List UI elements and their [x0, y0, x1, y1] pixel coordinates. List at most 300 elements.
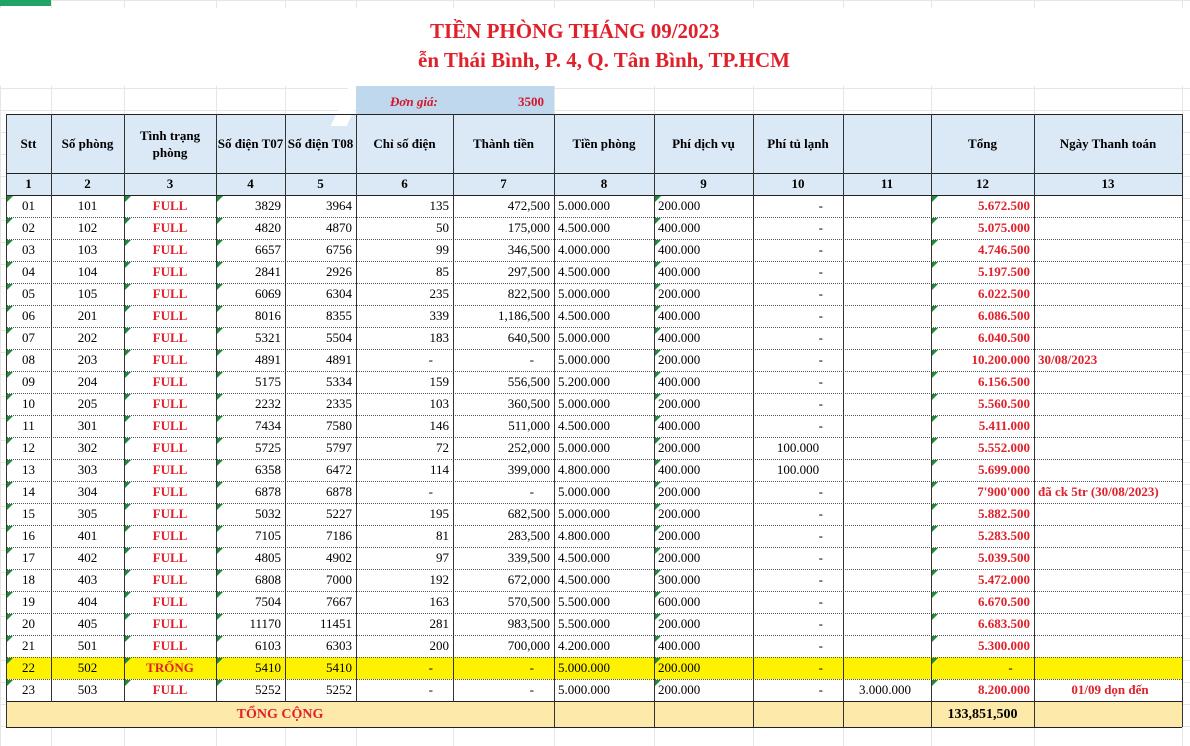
cell-meter-t08[interactable]: 5227 [326, 506, 352, 521]
cell-service-fee[interactable]: 200.000 [658, 616, 701, 631]
cell-meter-t07[interactable]: 5032 [255, 506, 281, 521]
cell-service-fee[interactable]: 400.000 [658, 242, 701, 257]
column-header-7[interactable]: Thành tiền [472, 136, 535, 151]
column-number-1[interactable]: 1 [25, 176, 32, 191]
cell-meter-t07[interactable]: 3829 [255, 198, 281, 213]
cell-meter-t07[interactable]: 6069 [255, 286, 281, 301]
cell-kwh[interactable]: 85 [436, 264, 449, 279]
cell-kwh[interactable]: - [428, 352, 433, 367]
cell-service-fee[interactable]: 200.000 [658, 550, 701, 565]
cell-fridge-fee[interactable]: - [818, 308, 823, 323]
column-number-10[interactable]: 10 [791, 176, 805, 191]
cell-total[interactable]: 8.200.000 [978, 682, 1030, 697]
cell-status[interactable]: FULL [152, 682, 188, 697]
cell-status[interactable]: FULL [152, 616, 188, 631]
cell-rent[interactable]: 4.500.000 [558, 550, 610, 565]
cell-stt[interactable]: 20 [22, 616, 35, 631]
cell-room[interactable]: 404 [77, 594, 98, 609]
cell-kwh[interactable]: 163 [429, 594, 449, 609]
cell-fridge-fee[interactable]: - [818, 242, 823, 257]
cell-extra[interactable] [843, 330, 931, 349]
cell-rent[interactable]: 4.000.000 [558, 242, 610, 257]
cell-fridge-fee[interactable]: - [818, 220, 823, 235]
cell-meter-t08[interactable]: 5334 [326, 374, 352, 389]
cell-payment-date[interactable]: đã ck 5tr (30/08/2023) [1038, 484, 1159, 499]
cell-room[interactable]: 101 [77, 198, 98, 213]
cell-service-fee[interactable]: 400.000 [658, 638, 701, 653]
cell-status[interactable]: FULL [152, 330, 188, 345]
cell-payment-date[interactable] [1034, 308, 1182, 327]
cell-electric-cost[interactable]: 175,000 [507, 220, 550, 235]
cell-kwh[interactable]: 99 [436, 242, 449, 257]
cell-electric-cost[interactable]: 297,500 [507, 264, 550, 279]
cell-service-fee[interactable]: 200.000 [658, 660, 701, 675]
cell-electric-cost[interactable]: 983,500 [507, 616, 550, 631]
cell-room[interactable]: 302 [77, 440, 98, 455]
cell-meter-t07[interactable]: 6657 [255, 242, 281, 257]
column-number-7[interactable]: 7 [500, 176, 507, 191]
cell-room[interactable]: 203 [77, 352, 98, 367]
cell-stt[interactable]: 22 [22, 660, 35, 675]
cell-payment-date[interactable] [1034, 616, 1182, 635]
cell-service-fee[interactable]: 400.000 [658, 374, 701, 389]
column-header-1[interactable]: Stt [20, 136, 37, 151]
cell-kwh[interactable]: 81 [436, 528, 449, 543]
cell-payment-date[interactable] [1034, 286, 1182, 305]
cell-extra[interactable] [843, 242, 931, 261]
cell-meter-t07[interactable]: 2841 [255, 264, 281, 279]
cell-fridge-fee[interactable]: - [818, 264, 823, 279]
cell-total[interactable]: 6.670.500 [978, 594, 1030, 609]
cell-extra[interactable] [843, 308, 931, 327]
cell-fridge-fee[interactable]: - [818, 506, 823, 521]
cell-fridge-fee[interactable]: - [818, 594, 823, 609]
cell-status[interactable]: FULL [152, 198, 188, 213]
selected-cell-marker[interactable] [0, 0, 51, 6]
cell-extra[interactable] [843, 572, 931, 591]
cell-rent[interactable]: 5.500.000 [558, 616, 610, 631]
cell-electric-cost[interactable]: - [529, 660, 534, 675]
cell-fridge-fee[interactable]: - [818, 484, 823, 499]
cell-payment-date[interactable] [1034, 550, 1182, 569]
cell-service-fee[interactable]: 300.000 [658, 572, 701, 587]
cell-rent[interactable]: 4.200.000 [558, 638, 610, 653]
cell-rent[interactable]: 5.000.000 [558, 506, 610, 521]
column-header-12[interactable]: Tổng [968, 136, 997, 151]
cell-meter-t07[interactable]: 8016 [255, 308, 281, 323]
cell-total[interactable]: 5.672.500 [978, 198, 1030, 213]
cell-service-fee[interactable]: 400.000 [658, 462, 701, 477]
cell-electric-cost[interactable]: 1,186,500 [498, 308, 550, 323]
cell-kwh[interactable]: 146 [429, 418, 449, 433]
cell-status[interactable]: FULL [152, 462, 188, 477]
cell-service-fee[interactable]: 400.000 [658, 220, 701, 235]
cell-meter-t08[interactable]: 6304 [326, 286, 352, 301]
column-number-5[interactable]: 5 [317, 176, 324, 191]
cell-electric-cost[interactable]: 346,500 [507, 242, 550, 257]
cell-total[interactable]: 10.200.000 [971, 352, 1030, 367]
column-header-5[interactable]: Số điện T08 [287, 136, 354, 151]
column-number-2[interactable]: 2 [84, 176, 91, 191]
cell-status[interactable]: FULL [152, 638, 188, 653]
cell-meter-t07[interactable]: 6808 [255, 572, 281, 587]
cell-extra[interactable] [843, 286, 931, 305]
cell-total[interactable]: 6.022.500 [978, 286, 1030, 301]
cell-stt[interactable]: 17 [22, 550, 35, 565]
cell-meter-t08[interactable]: 3964 [326, 198, 352, 213]
cell-room[interactable]: 104 [77, 264, 98, 279]
cell-fridge-fee[interactable]: - [818, 660, 823, 675]
cell-status[interactable]: FULL [152, 396, 188, 411]
cell-payment-date[interactable] [1034, 330, 1182, 349]
cell-meter-t08[interactable]: 7667 [326, 594, 352, 609]
cell-kwh[interactable]: - [428, 660, 433, 675]
cell-extra[interactable] [843, 220, 931, 239]
cell-rent[interactable]: 4.800.000 [558, 462, 610, 477]
cell-service-fee[interactable]: 400.000 [658, 330, 701, 345]
cell-rent[interactable]: 5.000.000 [558, 352, 610, 367]
column-header-2[interactable]: Số phòng [61, 136, 114, 151]
cell-payment-date[interactable]: 01/09 dọn đến [1071, 682, 1149, 697]
cell-kwh[interactable]: 159 [429, 374, 449, 389]
column-header-8[interactable]: Tiền phòng [572, 136, 636, 151]
column-number-11[interactable]: 11 [880, 176, 894, 191]
cell-meter-t07[interactable]: 5410 [255, 660, 281, 675]
cell-stt[interactable]: 06 [22, 308, 35, 323]
cell-rent[interactable]: 5.000.000 [558, 198, 610, 213]
cell-electric-cost[interactable]: 339,500 [507, 550, 550, 565]
cell-electric-cost[interactable]: - [529, 484, 534, 499]
cell-electric-cost[interactable]: 570,500 [507, 594, 550, 609]
cell-stt[interactable]: 02 [22, 220, 35, 235]
cell-kwh[interactable]: 192 [429, 572, 449, 587]
cell-status[interactable]: FULL [152, 440, 188, 455]
cell-meter-t07[interactable]: 7504 [255, 594, 281, 609]
cell-electric-cost[interactable]: 640,500 [507, 330, 550, 345]
cell-meter-t07[interactable]: 5252 [255, 682, 281, 697]
cell-total[interactable]: 5.300.000 [978, 638, 1030, 653]
cell-total[interactable]: 5.882.500 [978, 506, 1030, 521]
cell-payment-date[interactable] [1034, 242, 1182, 261]
cell-fridge-fee[interactable]: - [818, 286, 823, 301]
cell-room[interactable]: 205 [77, 396, 98, 411]
cell-fridge-fee[interactable]: - [818, 528, 823, 543]
cell-meter-t08[interactable]: 7580 [326, 418, 352, 433]
column-number-4[interactable]: 4 [247, 176, 254, 191]
cell-total[interactable]: 5.197.500 [978, 264, 1030, 279]
cell-stt[interactable]: 21 [22, 638, 35, 653]
cell-stt[interactable]: 13 [22, 462, 35, 477]
cell-room[interactable]: 304 [77, 484, 98, 499]
cell-extra[interactable] [843, 660, 931, 679]
cell-service-fee[interactable]: 200.000 [658, 286, 701, 301]
column-number-9[interactable]: 9 [700, 176, 707, 191]
cell-service-fee[interactable]: 400.000 [658, 308, 701, 323]
column-header-6[interactable]: Chỉ số điện [373, 136, 436, 151]
cell-stt[interactable]: 10 [22, 396, 35, 411]
cell-total[interactable]: 6.683.500 [978, 616, 1030, 631]
cell-room[interactable]: 405 [77, 616, 98, 631]
cell-meter-t08[interactable]: 6303 [326, 638, 352, 653]
cell-total[interactable]: 6.040.500 [978, 330, 1030, 345]
cell-fridge-fee[interactable]: - [818, 638, 823, 653]
cell-meter-t08[interactable]: 5252 [326, 682, 352, 697]
column-number-6[interactable]: 6 [401, 176, 408, 191]
cell-meter-t08[interactable]: 6472 [326, 462, 352, 477]
cell-status[interactable]: FULL [152, 594, 188, 609]
cell-kwh[interactable]: 50 [436, 220, 449, 235]
cell-room[interactable]: 401 [77, 528, 98, 543]
cell-rent[interactable]: 4.500.000 [558, 418, 610, 433]
cell-total[interactable]: - [1008, 660, 1013, 675]
total-label[interactable]: TỔNG CỘNG [236, 707, 324, 722]
cell-total[interactable]: 4.746.500 [978, 242, 1030, 257]
cell-status[interactable]: FULL [152, 220, 188, 235]
cell-rent[interactable]: 5.000.000 [558, 682, 610, 697]
cell-room[interactable]: 502 [77, 660, 98, 675]
cell-meter-t07[interactable]: 6878 [255, 484, 281, 499]
cell-kwh[interactable]: 72 [436, 440, 449, 455]
cell-meter-t08[interactable]: 5410 [326, 660, 352, 675]
cell-rent[interactable]: 4.800.000 [558, 528, 610, 543]
column-header-9[interactable]: Phí dịch vụ [672, 136, 735, 151]
cell-electric-cost[interactable]: - [529, 352, 534, 367]
cell-meter-t07[interactable]: 7105 [255, 528, 281, 543]
cell-status[interactable]: FULL [152, 484, 188, 499]
cell-service-fee[interactable]: 200.000 [658, 440, 701, 455]
cell-electric-cost[interactable]: 556,500 [507, 374, 550, 389]
cell-meter-t07[interactable]: 5175 [255, 374, 281, 389]
cell-payment-date[interactable] [1034, 528, 1182, 547]
cell-stt[interactable]: 12 [22, 440, 35, 455]
cell-kwh[interactable]: 235 [429, 286, 449, 301]
cell-total[interactable]: 5.552.000 [978, 440, 1030, 455]
cell-kwh[interactable]: 195 [429, 506, 449, 521]
cell-extra[interactable]: 3.000.000 [859, 682, 911, 697]
cell-extra[interactable] [843, 594, 931, 613]
cell-service-fee[interactable]: 200.000 [658, 682, 701, 697]
cell-rent[interactable]: 5.000.000 [558, 330, 610, 345]
cell-fridge-fee[interactable]: 100.000 [776, 440, 820, 455]
cell-electric-cost[interactable]: 283,500 [507, 528, 550, 543]
cell-payment-date[interactable] [1034, 418, 1182, 437]
cell-electric-cost[interactable]: 472,500 [507, 198, 550, 213]
cell-room[interactable]: 102 [77, 220, 98, 235]
column-number-12[interactable]: 12 [976, 176, 989, 191]
cell-extra[interactable] [843, 396, 931, 415]
cell-electric-cost[interactable]: 399,000 [507, 462, 550, 477]
cell-electric-cost[interactable]: 672,000 [507, 572, 550, 587]
cell-extra[interactable] [843, 198, 931, 217]
cell-meter-t08[interactable]: 6878 [326, 484, 352, 499]
cell-stt[interactable]: 11 [22, 418, 35, 433]
cell-total[interactable]: 5.039.500 [978, 550, 1030, 565]
cell-rent[interactable]: 4.500.000 [558, 220, 610, 235]
cell-extra[interactable] [843, 528, 931, 547]
cell-rent[interactable]: 4.500.000 [558, 264, 610, 279]
cell-extra[interactable] [843, 418, 931, 437]
cell-meter-t08[interactable]: 2335 [326, 396, 352, 411]
cell-meter-t08[interactable]: 5504 [326, 330, 352, 345]
cell-meter-t07[interactable]: 11170 [249, 616, 281, 631]
cell-electric-cost[interactable]: 700,000 [507, 638, 550, 653]
cell-stt[interactable]: 23 [22, 682, 35, 697]
cell-meter-t07[interactable]: 4891 [255, 352, 281, 367]
cell-service-fee[interactable]: 200.000 [658, 484, 701, 499]
column-number-8[interactable]: 8 [600, 176, 608, 191]
cell-status[interactable]: FULL [152, 418, 188, 433]
cell-meter-t07[interactable]: 4805 [255, 550, 281, 565]
cell-meter-t08[interactable]: 2926 [326, 264, 352, 279]
cell-kwh[interactable]: 114 [429, 462, 449, 477]
cell-room[interactable]: 503 [77, 682, 98, 697]
cell-payment-date[interactable] [1034, 264, 1182, 283]
cell-stt[interactable]: 09 [22, 374, 35, 389]
cell-room[interactable]: 403 [77, 572, 98, 587]
cell-meter-t08[interactable]: 5797 [326, 440, 352, 455]
cell-meter-t08[interactable]: 4870 [326, 220, 352, 235]
cell-room[interactable]: 103 [77, 242, 98, 257]
cell-fridge-fee[interactable]: - [818, 352, 823, 367]
cell-stt[interactable]: 15 [22, 506, 35, 521]
cell-payment-date[interactable] [1034, 462, 1182, 481]
cell-status[interactable]: FULL [152, 352, 188, 367]
cell-total[interactable]: 6.156.500 [978, 374, 1030, 389]
cell-electric-cost[interactable]: 511,000 [508, 418, 550, 433]
cell-service-fee[interactable]: 200.000 [658, 506, 701, 521]
cell-status[interactable]: FULL [152, 308, 188, 323]
cell-meter-t08[interactable]: 7000 [326, 572, 352, 587]
cell-rent[interactable]: 4.500.000 [558, 308, 610, 323]
cell-room[interactable]: 501 [77, 638, 98, 653]
cell-payment-date[interactable] [1034, 660, 1182, 679]
cell-service-fee[interactable]: 200.000 [658, 396, 701, 411]
cell-kwh[interactable]: 103 [429, 396, 449, 411]
cell-kwh[interactable]: 135 [429, 198, 449, 213]
cell-meter-t07[interactable]: 5725 [255, 440, 281, 455]
cell-meter-t07[interactable]: 6103 [255, 638, 281, 653]
cell-status[interactable]: FULL [152, 506, 188, 521]
column-header-10[interactable]: Phí tủ lạnh [767, 136, 829, 151]
cell-rent[interactable]: 5.000.000 [558, 484, 610, 499]
cell-meter-t08[interactable]: 4902 [326, 550, 352, 565]
cell-fridge-fee[interactable]: - [818, 572, 823, 587]
cell-service-fee[interactable]: 400.000 [658, 264, 701, 279]
cell-extra[interactable] [843, 484, 931, 503]
column-header-13[interactable]: Ngày Thanh toán [1059, 136, 1157, 151]
cell-fridge-fee[interactable]: - [818, 396, 823, 411]
cell-stt[interactable]: 16 [22, 528, 35, 543]
column-number-3[interactable]: 3 [166, 176, 174, 191]
cell-fridge-fee[interactable]: - [818, 198, 823, 213]
cell-fridge-fee[interactable]: 100.000 [776, 462, 820, 477]
cell-status[interactable]: FULL [152, 286, 188, 301]
cell-extra[interactable] [843, 550, 931, 569]
cell-status[interactable]: TRỐNG [146, 660, 194, 675]
cell-payment-date[interactable] [1034, 638, 1182, 657]
cell-stt[interactable]: 01 [22, 198, 35, 213]
cell-status[interactable]: FULL [152, 264, 188, 279]
cell-room[interactable]: 301 [77, 418, 98, 433]
cell-status[interactable]: FULL [152, 374, 188, 389]
cell-extra[interactable] [843, 638, 931, 657]
cell-meter-t07[interactable]: 7434 [255, 418, 281, 433]
cell-total[interactable]: 5.283.500 [978, 528, 1030, 543]
cell-rent[interactable]: 5.500.000 [558, 594, 610, 609]
cell-kwh[interactable]: - [428, 484, 433, 499]
cell-kwh[interactable]: 183 [429, 330, 449, 345]
cell-payment-date[interactable] [1034, 440, 1182, 459]
cell-rent[interactable]: 5.200.000 [558, 374, 610, 389]
cell-status[interactable]: FULL [152, 242, 188, 257]
cell-room[interactable]: 105 [77, 286, 98, 301]
cell-service-fee[interactable]: 200.000 [658, 352, 701, 367]
cell-room[interactable]: 201 [77, 308, 98, 323]
cell-rent[interactable]: 5.000.000 [558, 286, 610, 301]
cell-total[interactable]: 6.086.500 [978, 308, 1030, 323]
cell-payment-date[interactable] [1034, 506, 1182, 525]
cell-stt[interactable]: 04 [22, 264, 35, 279]
cell-meter-t07[interactable]: 2232 [255, 396, 281, 411]
cell-payment-date[interactable] [1034, 374, 1182, 393]
cell-stt[interactable]: 05 [22, 286, 35, 301]
cell-rent[interactable]: 5.000.000 [558, 660, 610, 675]
cell-electric-cost[interactable]: 822,500 [507, 286, 550, 301]
cell-total[interactable]: 5.075.000 [978, 220, 1030, 235]
cell-payment-date[interactable] [1034, 572, 1182, 591]
total-value[interactable]: 133,851,500 [947, 707, 1018, 722]
cell-electric-cost[interactable]: - [529, 682, 534, 697]
cell-meter-t08[interactable]: 7186 [326, 528, 352, 543]
cell-total[interactable]: 5.560.500 [978, 396, 1030, 411]
cell-status[interactable]: FULL [152, 572, 188, 587]
cell-meter-t08[interactable]: 6756 [326, 242, 352, 257]
cell-fridge-fee[interactable]: - [818, 330, 823, 345]
cell-payment-date[interactable] [1034, 594, 1182, 613]
column-number-13[interactable]: 13 [1101, 176, 1115, 191]
cell-room[interactable]: 402 [77, 550, 98, 565]
cell-stt[interactable]: 03 [22, 242, 35, 257]
cell-stt[interactable]: 07 [22, 330, 35, 345]
cell-electric-cost[interactable]: 682,500 [507, 506, 550, 521]
cell-rent[interactable]: 5.000.000 [558, 396, 610, 411]
cell-extra[interactable] [843, 374, 931, 393]
cell-kwh[interactable]: - [428, 682, 433, 697]
cell-payment-date[interactable] [1034, 396, 1182, 415]
cell-fridge-fee[interactable]: - [818, 418, 823, 433]
cell-extra[interactable] [843, 352, 931, 371]
cell-meter-t07[interactable]: 4820 [255, 220, 281, 235]
cell-fridge-fee[interactable]: - [818, 682, 823, 697]
cell-status[interactable]: FULL [152, 528, 188, 543]
cell-payment-date[interactable] [1034, 198, 1182, 217]
cell-kwh[interactable]: 200 [429, 638, 449, 653]
cell-status[interactable]: FULL [152, 550, 188, 565]
cell-payment-date[interactable]: 30/08/2023 [1038, 352, 1098, 367]
cell-service-fee[interactable]: 200.000 [658, 198, 701, 213]
cell-service-fee[interactable]: 400.000 [658, 418, 701, 433]
cell-stt[interactable]: 14 [22, 484, 35, 499]
cell-stt[interactable]: 08 [22, 352, 35, 367]
cell-room[interactable]: 305 [77, 506, 98, 521]
column-header-4[interactable]: Số điện T07 [217, 136, 284, 151]
cell-payment-date[interactable] [1034, 220, 1182, 239]
cell-meter-t08[interactable]: 11451 [319, 616, 352, 631]
cell-meter-t08[interactable]: 4891 [326, 352, 352, 367]
cell-fridge-fee[interactable]: - [818, 550, 823, 565]
cell-service-fee[interactable]: 600.000 [658, 594, 701, 609]
cell-fridge-fee[interactable]: - [818, 374, 823, 389]
